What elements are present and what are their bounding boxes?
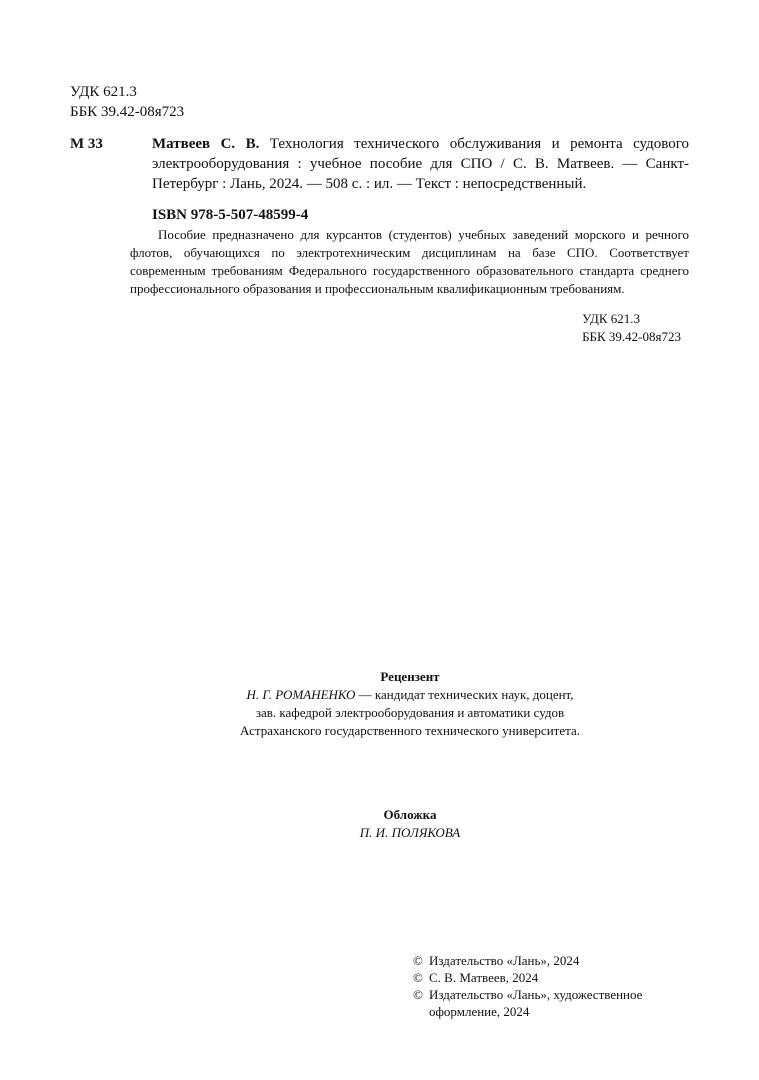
bbk-code-right: ББК 39.42-08я723 [582,329,681,344]
reviewer-heading: Рецензент [380,669,440,684]
copyright-symbol: © [413,953,423,968]
reviewer-title: — кандидат технических наук, доцент, [355,687,574,702]
bibliographic-record [70,134,689,225]
reviewer-name: Н. Г. РОМАНЕНКО [246,687,356,702]
copyright-line-2 [413,969,713,986]
isbn: ISBN 978-5-507-48599-4 [152,207,309,223]
bibliographic-description [152,134,689,194]
copyright-symbol: © [413,970,423,985]
reviewer-line-3: Астраханского государственного технического университета. [240,723,580,738]
classification-header [70,82,184,122]
cover-credit-block [100,806,720,842]
copyright-line-1 [413,952,713,969]
annotation-text: Пособие предназначено для курсантов (студентов) учебных заведений морского и речного флотов, обучающихся по электротехническим дисциплинам на базе СПО. Соответствует современным требованиям Федерального государственного образовательного стандарта среднего профессионального образования и профессиональным квалификационным требованиям. [130,227,689,296]
copyright-symbol: © [413,987,423,1002]
author-name: Матвеев С. В. [152,136,260,152]
copyright-text-2: С. В. Матвеев, 2024 [429,970,539,985]
copyright-text-1: Издательство «Лань», 2024 [429,953,580,968]
reviewer-line-1 [100,686,720,704]
reviewer-block [100,668,720,740]
udk-code-right: УДК 621.3 [582,311,641,326]
bbk-code: ББК 39.42-08я723 [70,104,185,120]
classification-block [582,310,681,346]
cover-designer-name: П. И. ПОЛЯКОВА [359,825,461,840]
copyright-block [413,952,713,1020]
copyright-text-3: Издательство «Лань», художественное оформление, 2024 [429,987,643,1019]
author-mark: М 33 [70,136,103,152]
reviewer-line-2: зав. кафедрой электрооборудования и автоматики судов [255,705,565,720]
copyright-line-3 [413,986,713,1020]
cover-heading: Обложка [383,807,437,822]
description-text: Технология технического обслуживания и ремонта судового электрооборудования : учебное пособие для СПО / С. В. Матвеев. — Санкт-Петербург : Лань, 2024. — 508 с. : ил. — Текст : непосредственный. [152,136,689,192]
udk-code: УДК 621.3 [70,84,137,100]
